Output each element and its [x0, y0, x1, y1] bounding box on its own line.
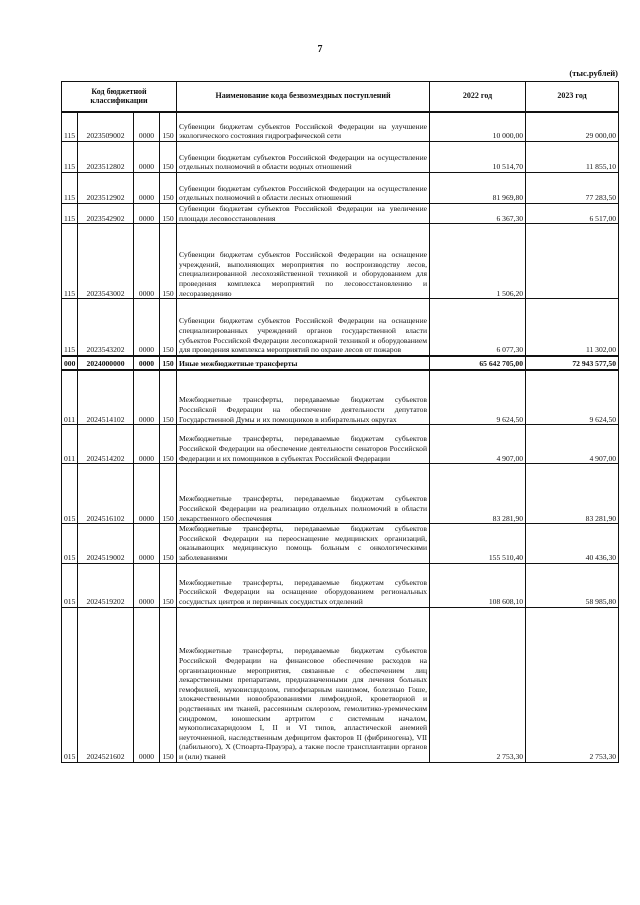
row-code-economic: 150 — [160, 607, 177, 762]
row-name: Субвенции бюджетам субъектов Российской Федерации на оснащение учреждений, выполняющих мероприятия по воспроизводству лесов, специализированной лесохозяйственной техникой и оборудованием для проведения комплекса мероприятий по лесовосстановлению и лесоразведению — [177, 224, 430, 299]
row-value-2023: 77 283,50 — [526, 173, 619, 204]
table-row — [62, 563, 619, 607]
row-code-program: 0000 — [134, 524, 160, 563]
row-value-2022: 108 608,10 — [430, 563, 526, 607]
row-name: Межбюджетные трансферты, передаваемые бюджетам субъектов Российской Федерации на переоснащение медицинских организаций, оказывающих медицинскую помощь больным с онкологическими заболеваниями — [177, 524, 430, 563]
row-value-2023: 58 985,80 — [526, 563, 619, 607]
row-code-admin: 115 — [62, 299, 78, 356]
row-value-2022: 9 624,50 — [430, 370, 526, 425]
row-name: Субвенции бюджетам субъектов Российской Федерации на оснащение специализированных учреждений органов государственной власти субъектов Российской Федерации лесопожарной техникой и оборудованием для проведения комплекса мероприятий по охране лесов от пожаров — [177, 299, 430, 356]
table-row — [62, 425, 619, 464]
row-value-2022: 6 077,30 — [430, 299, 526, 356]
row-code-admin: 015 — [62, 524, 78, 563]
row-value-2023: 83 281,90 — [526, 464, 619, 524]
row-code-main: 2023512902 — [78, 173, 134, 204]
row-code-main: 2024519002 — [78, 524, 134, 563]
header-2022: 2022 год — [430, 82, 526, 112]
row-code-admin: 011 — [62, 425, 78, 464]
row-value-2023: 4 907,00 — [526, 425, 619, 464]
row-code-economic: 150 — [160, 524, 177, 563]
row-value-2022: 65 642 705,00 — [430, 356, 526, 370]
row-code-main: 2024519202 — [78, 563, 134, 607]
row-value-2022: 83 281,90 — [430, 464, 526, 524]
row-code-program: 0000 — [134, 425, 160, 464]
table-row — [62, 356, 619, 370]
row-name: Субвенции бюджетам субъектов Российской Федерации на увеличение площади лесовосстановления — [177, 204, 430, 224]
row-code-admin: 115 — [62, 173, 78, 204]
row-name: Межбюджетные трансферты, передаваемые бюджетам субъектов Российской Федерации на реализацию отдельных полномочий в области лекарственного обеспечения — [177, 464, 430, 524]
row-code-economic: 150 — [160, 299, 177, 356]
page-number: 7 — [317, 44, 323, 55]
table-row — [62, 607, 619, 762]
row-code-main: 2023543202 — [78, 299, 134, 356]
units-label: (тыс.рублей) — [569, 68, 618, 78]
row-code-main: 2023512802 — [78, 142, 134, 173]
row-value-2022: 6 367,30 — [430, 204, 526, 224]
row-name: Субвенции бюджетам субъектов Российской Федерации на осуществление отдельных полномочий в области водных отношений — [177, 142, 430, 173]
row-code-economic: 150 — [160, 224, 177, 299]
row-name: Иные межбюджетные трансферты — [177, 356, 430, 370]
row-code-economic: 150 — [160, 563, 177, 607]
row-code-main: 2024514102 — [78, 370, 134, 425]
row-value-2022: 10 000,00 — [430, 112, 526, 142]
row-code-main: 2024000000 — [78, 356, 134, 370]
table-row — [62, 224, 619, 299]
row-code-main: 2024521602 — [78, 607, 134, 762]
row-value-2022: 1 506,20 — [430, 224, 526, 299]
row-code-program: 0000 — [134, 112, 160, 142]
row-code-admin: 115 — [62, 204, 78, 224]
header-code: Код бюджетной классификации — [62, 82, 177, 112]
header-name: Наименование кода безвозмездных поступлений — [177, 82, 430, 112]
budget-table — [61, 81, 619, 763]
table-row — [62, 142, 619, 173]
row-code-admin: 115 — [62, 142, 78, 173]
row-code-economic: 150 — [160, 112, 177, 142]
row-code-admin: 015 — [62, 607, 78, 762]
row-code-main: 2023509002 — [78, 112, 134, 142]
table-row — [62, 464, 619, 524]
header-2023: 2023 год — [526, 82, 619, 112]
row-code-program: 0000 — [134, 142, 160, 173]
row-value-2023: 9 624,50 — [526, 370, 619, 425]
row-code-economic: 150 — [160, 464, 177, 524]
row-code-admin: 015 — [62, 464, 78, 524]
row-code-program: 0000 — [134, 224, 160, 299]
row-code-main: 2023542902 — [78, 204, 134, 224]
row-code-admin: 115 — [62, 112, 78, 142]
row-value-2022: 81 969,80 — [430, 173, 526, 204]
row-value-2023: 11 855,10 — [526, 142, 619, 173]
row-code-admin: 000 — [62, 356, 78, 370]
row-code-program: 0000 — [134, 563, 160, 607]
row-code-economic: 150 — [160, 173, 177, 204]
row-code-program: 0000 — [134, 464, 160, 524]
row-value-2023 — [526, 224, 619, 299]
row-value-2023: 40 436,30 — [526, 524, 619, 563]
row-value-2023: 6 517,00 — [526, 204, 619, 224]
row-code-main: 2023543002 — [78, 224, 134, 299]
row-value-2023: 29 000,00 — [526, 112, 619, 142]
row-name: Субвенции бюджетам субъектов Российской Федерации на улучшение экологического состояния гидрографической сети — [177, 112, 430, 142]
row-value-2022: 10 514,70 — [430, 142, 526, 173]
row-value-2023: 11 302,00 — [526, 299, 619, 356]
row-code-program: 0000 — [134, 204, 160, 224]
row-code-admin: 011 — [62, 370, 78, 425]
row-value-2022: 4 907,00 — [430, 425, 526, 464]
table-row — [62, 173, 619, 204]
row-value-2023: 2 753,30 — [526, 607, 619, 762]
row-code-economic: 150 — [160, 370, 177, 425]
row-code-main: 2024514202 — [78, 425, 134, 464]
row-code-program: 0000 — [134, 356, 160, 370]
row-value-2023: 72 943 577,50 — [526, 356, 619, 370]
row-code-program: 0000 — [134, 173, 160, 204]
table-row — [62, 204, 619, 224]
row-code-admin: 115 — [62, 224, 78, 299]
table-row — [62, 524, 619, 563]
table-row — [62, 299, 619, 356]
row-code-program: 0000 — [134, 607, 160, 762]
row-code-admin: 015 — [62, 563, 78, 607]
row-name: Межбюджетные трансферты, передаваемые бюджетам субъектов Российской Федерации на обеспечение деятельности сенаторов Российской Федерации и их помощников в субъектах Российской Федерации — [177, 425, 430, 464]
table-row — [62, 370, 619, 425]
row-code-economic: 150 — [160, 204, 177, 224]
row-name: Межбюджетные трансферты, передаваемые бюджетам субъектов Российской Федерации на обеспечение деятельности депутатов Государственной Думы и их помощников в избирательных округах — [177, 370, 430, 425]
row-code-economic: 150 — [160, 425, 177, 464]
row-code-main: 2024516102 — [78, 464, 134, 524]
row-name: Межбюджетные трансферты, передаваемые бюджетам субъектов Российской Федерации на финансовое обеспечение расходов на организационные мероприятия, связанные с обеспечением лиц лекарственными препаратами, предназначенными для лечения больных гемофилией, муковисцидозом, гипофизарным нанизмом, болезнью Гоше, злокачественными новообразованиями лимфоидной, кроветворной и родственных им тканей, рассеянным склерозом, гемолитико-уремическим синдромом, юношеским артритом с системным началом, мукополисахаридозом I, II и VI типов, апластической анемией неуточненной, наследственным дефицитом факторов II (фибриногена), VII (лабильного), X (Стюарта-Прауэра), а также после трансплантации органов и (или) тканей — [177, 607, 430, 762]
row-value-2022: 155 510,40 — [430, 524, 526, 563]
row-code-economic: 150 — [160, 142, 177, 173]
row-value-2022: 2 753,30 — [430, 607, 526, 762]
row-name: Межбюджетные трансферты, передаваемые бюджетам субъектов Российской Федерации на оснащение оборудованием региональных сосудистых центров и первичных сосудистых отделений — [177, 563, 430, 607]
row-code-program: 0000 — [134, 299, 160, 356]
row-code-program: 0000 — [134, 370, 160, 425]
row-name: Субвенции бюджетам субъектов Российской Федерации на осуществление отдельных полномочий в области лесных отношений — [177, 173, 430, 204]
table-row — [62, 112, 619, 142]
row-code-economic: 150 — [160, 356, 177, 370]
